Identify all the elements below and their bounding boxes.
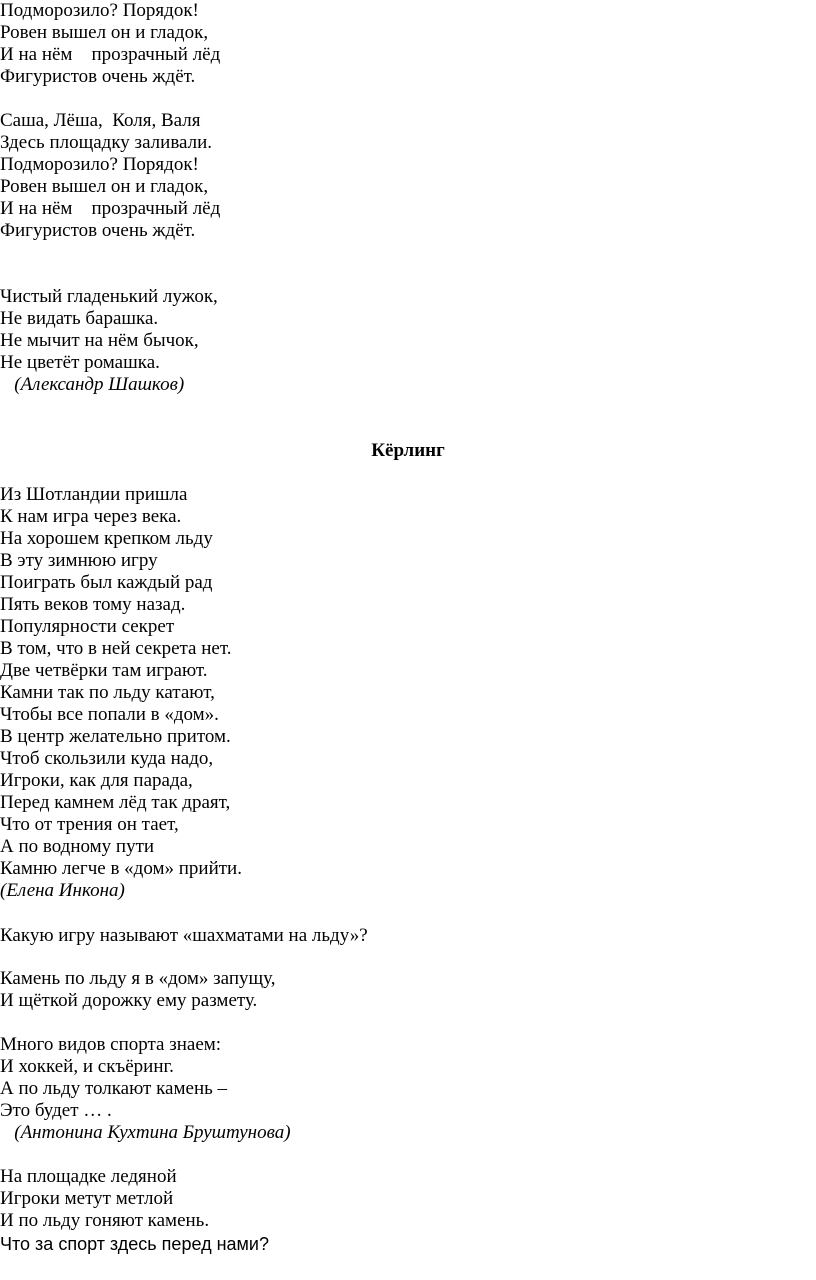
riddle-line: Игроки метут метлой [0,1188,174,1209]
poem-line: Перед камнем лёд так драят, [0,792,231,813]
poem-line: Не видать барашка. [0,308,159,329]
section-title: Кёрлинг [371,440,445,461]
poem-line: Игроки, как для парада, [0,770,193,791]
riddle-line: Много видов спорта знаем: [0,1034,222,1055]
riddle-line: Это будет … . [0,1100,112,1121]
riddle-line: Камень по льду я в «дом» запущу, [0,968,276,989]
poem-line: Здесь площадку заливали. [0,132,213,153]
riddle-line: Какую игру называют «шахматами на льду»? [0,925,368,946]
poem-line: Из Шотландии пришла [0,484,188,505]
poem-line: Ровен вышел он и гладок, [0,22,209,43]
poem-line: Чтоб скользили куда надо, [0,748,214,769]
poem-line: Не цветёт ромашка. [0,352,160,373]
poem-line: Поиграть был каждый рад [0,572,213,593]
riddle-line: И щёткой дорожку ему размету. [0,990,258,1011]
poem-line: Что от трения он тает, [0,814,179,835]
poem-line: Саша, Лёша, Коля, Валя [0,110,201,131]
poem-line: В том, что в ней секрета нет. [0,638,232,659]
author-credit: (Александр Шашков) [0,374,185,395]
poem-line: Фигуристов очень ждёт. [0,220,196,241]
poem-line: Две четвёрки там играют. [0,660,208,681]
poem-line: Подморозило? Порядок! [0,0,199,21]
poem-line: И на нём прозрачный лёд [0,44,221,65]
author-credit: (Елена Инкона) [0,880,125,901]
riddle-line: А по льду толкают камень – [0,1078,228,1099]
poem-line: Чистый гладенький лужок, [0,286,218,307]
poem-line: Пять веков тому назад. [0,594,186,615]
poem-line: И на нём прозрачный лёд [0,198,221,219]
riddle-line: И хоккей, и скъёринг. [0,1056,174,1077]
poem-line: Ровен вышел он и гладок, [0,176,209,197]
riddle-line: На площадке ледяной [0,1166,177,1187]
poem-line: Камни так по льду катают, [0,682,215,703]
poem-line: Не мычит на нём бычок, [0,330,199,351]
author-credit: (Антонина Кухтина Бруштунова) [0,1122,291,1143]
poem-line: Камню легче в «дом» прийти. [0,858,242,879]
final-question: Что за спорт здесь перед нами? [0,1234,269,1254]
poem-line: Фигуристов очень ждёт. [0,66,196,87]
poem-line: Подморозило? Порядок! [0,154,199,175]
riddle-line: И по льду гоняют камень. [0,1210,210,1231]
poem-line: В центр желательно притом. [0,726,231,747]
poem-line: А по водному пути [0,836,155,857]
poem-line: Популярности секрет [0,616,175,637]
poem-line: На хорошем крепком льду [0,528,213,549]
poem-line: В эту зимнюю игру [0,550,158,571]
poem-line: К нам игра через века. [0,506,182,527]
poem-line: Чтобы все попали в «дом». [0,704,219,725]
